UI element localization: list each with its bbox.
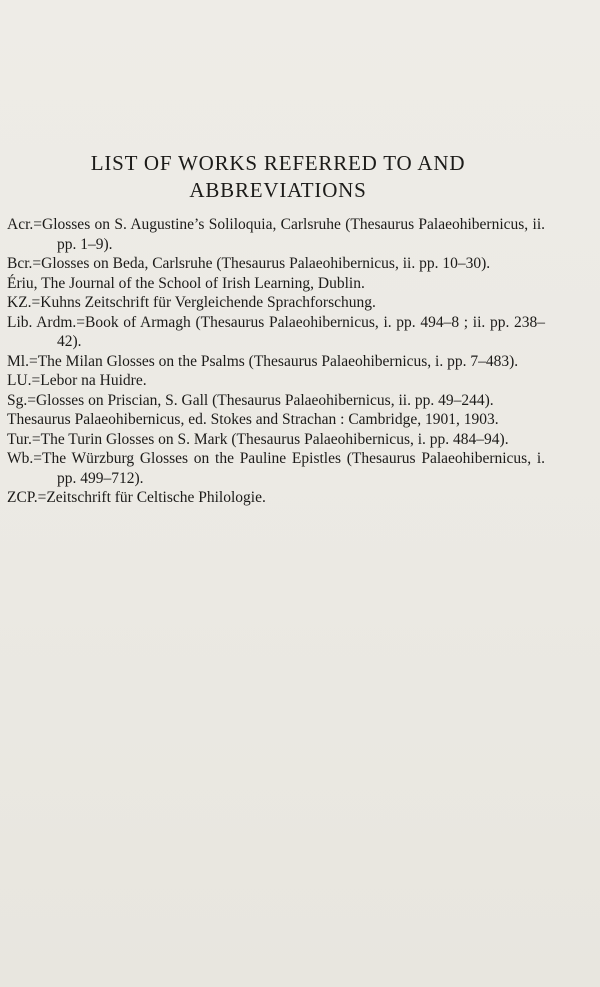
entry-sg: Sg.=Glosses on Priscian, S. Gall (Thesaurus Palaeohibernicus, ii. pp. 49–244). — [7, 391, 494, 409]
entry-tur: Tur.=The Turin Glosses on S. Mark (Thesaurus Palaeohibernicus, i. pp. 484–94). — [7, 430, 509, 448]
entry-bcr: Bcr.=Glosses on Beda, Carlsruhe (Thesaurus Palaeohibernicus, ii. pp. 10–30). — [7, 255, 491, 272]
entry-ml: Ml.=The Milan Glosses on the Psalms (Thesaurus Palaeohibernicus, i. pp. 7–483). — [7, 352, 519, 370]
entry-eriu: Ériu, The Journal of the School of Irish Learning, Dublin. — [7, 274, 365, 292]
title-line-2: ABBREVIATIONS — [189, 178, 367, 202]
entry-thesaurus: Thesaurus Palaeohibernicus, ed. Stokes and Strachan : Cambridge, 1901, 1903. — [7, 411, 499, 428]
page-title — [0, 150, 556, 204]
entry-lu: LU.=Lebor na Huidre. — [7, 372, 147, 389]
entry-acr: Acr.=Glosses on S. Augustine’s Soliloquia, Carlsruhe (Thesaurus Palaeohibernicus, ii. pp. 1–9). — [7, 216, 545, 253]
entry-wb: Wb.=The Würzburg Glosses on the Pauline Epistles (Thesaurus Palaeohibernicus, i. pp. 499–712). — [7, 450, 545, 487]
entry-lib-ardm: Lib. Ardm.=Book of Armagh (Thesaurus Palaeohibernicus, i. pp. 494–8 ; ii. pp. 238–42). — [7, 313, 545, 350]
title-line-1: LIST OF WORKS REFERRED TO AND — [90, 151, 466, 175]
entry-zcp: ZCP.=Zeitschrift für Celtische Philologie. — [7, 489, 266, 506]
abbreviation-list — [7, 215, 545, 508]
entry-kz: KZ.=Kuhns Zeitschrift für Vergleichende Sprachforschung. — [7, 294, 376, 311]
